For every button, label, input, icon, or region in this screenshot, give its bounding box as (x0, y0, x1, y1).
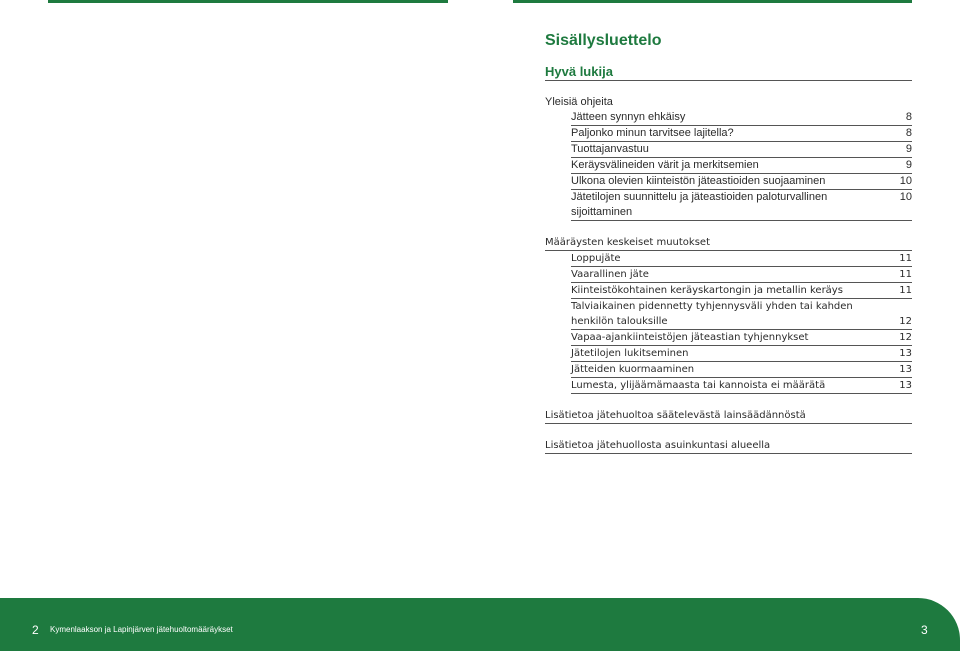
toc-entry[interactable] (571, 283, 912, 299)
section-heading: Määräysten keskeiset muutokset (545, 235, 912, 251)
toc-entry[interactable] (571, 142, 912, 158)
toc-entry-label: Jätteiden kuormaaminen (571, 364, 695, 375)
section-heading: Yleisiä ohjeita (545, 96, 613, 108)
toc-entry-label: Jätetilojen lukitseminen (571, 348, 689, 359)
toc-entry-page: 8 (905, 111, 912, 123)
publication-title: Kymenlaakson ja Lapinjärven jätehuoltomääräykset (50, 625, 233, 634)
toc-entry[interactable] (571, 174, 912, 190)
toc-entry-page: 12 (899, 332, 912, 343)
toc-subtitle: Hyvä lukija (545, 63, 912, 81)
toc-entry-label: Vaarallinen jäte (571, 269, 649, 280)
top-rule-right (513, 0, 912, 3)
toc-title: Sisällysluettelo (545, 32, 662, 49)
toc-entry[interactable] (571, 362, 912, 378)
toc-entry[interactable] (571, 330, 912, 346)
toc-entry-page: 12 (899, 316, 912, 327)
toc-entry[interactable] (571, 158, 912, 174)
toc-entry[interactable] (571, 126, 912, 142)
toc-entry-page: 9 (905, 143, 912, 155)
toc-entry-label: Jätteen synnyn ehkäisy (571, 111, 686, 123)
toc-entry-page: 13 (899, 380, 912, 391)
toc-entry-page: 13 (899, 364, 912, 375)
toc-entry-page: 11 (899, 253, 912, 264)
toc-entry-label: Vapaa-ajankiinteistöjen jäteastian tyhjennykset (571, 332, 809, 343)
toc-entry[interactable] (571, 346, 912, 362)
toc-entry-page: 11 (899, 285, 912, 296)
page-number-right: 3 (921, 623, 928, 637)
toc-entry[interactable] (571, 267, 912, 283)
toc-entries (571, 110, 912, 221)
toc-entry-label: Keräysvälineiden värit ja merkitsemien (571, 159, 759, 171)
toc-entry-label: Lumesta, ylijäämämaasta tai kannoista ei määrätä (571, 380, 826, 391)
toc-entry[interactable] (571, 110, 912, 126)
toc-section-local (545, 438, 912, 454)
toc-entries (571, 251, 912, 394)
toc-entry[interactable] (571, 190, 912, 221)
toc-entry-page: 8 (905, 127, 912, 139)
toc-entry[interactable] (571, 378, 912, 394)
toc-entry-page: 9 (905, 159, 912, 171)
page-number-left: 2 (32, 623, 39, 637)
toc-section-legislation (545, 408, 912, 424)
toc-entry-label: Jätetilojen suunnittelu ja jäteastioiden paloturvallinen sijoittaminen (571, 191, 828, 218)
toc-entry-page: 13 (899, 348, 912, 359)
toc-entry-page: 10 (899, 175, 912, 187)
toc-entry-page: 10 (899, 191, 912, 203)
top-rule-left (48, 0, 448, 3)
toc-entry[interactable] (571, 299, 912, 330)
toc-entry-label: Ulkona olevien kiinteistön jäteastioiden suojaaminen (571, 175, 826, 187)
toc-entry-label: Tuottajanvastuu (571, 143, 649, 155)
toc-section-changes (545, 235, 912, 394)
toc-entry-label: Loppujäte (571, 253, 621, 264)
table-of-contents (545, 30, 912, 454)
legislation-link[interactable]: Lisätietoa jätehuoltoa säätelevästä lainsäädännöstä (545, 408, 912, 424)
local-info-link[interactable]: Lisätietoa jätehuollosta asuinkuntasi alueella (545, 438, 912, 454)
toc-entry-label: Paljonko minun tarvitsee lajitella? (571, 127, 734, 139)
toc-entry-page: 11 (899, 269, 912, 280)
toc-entry[interactable] (571, 251, 912, 267)
toc-section-general (545, 95, 912, 221)
toc-entry-label: Talviaikainen pidennetty tyhjennysväli yhden tai kahden henkilön talouksille (571, 301, 853, 327)
page-footer (0, 598, 960, 651)
toc-entry-label: Kiinteistökohtainen keräyskartongin ja metallin keräys (571, 285, 843, 296)
